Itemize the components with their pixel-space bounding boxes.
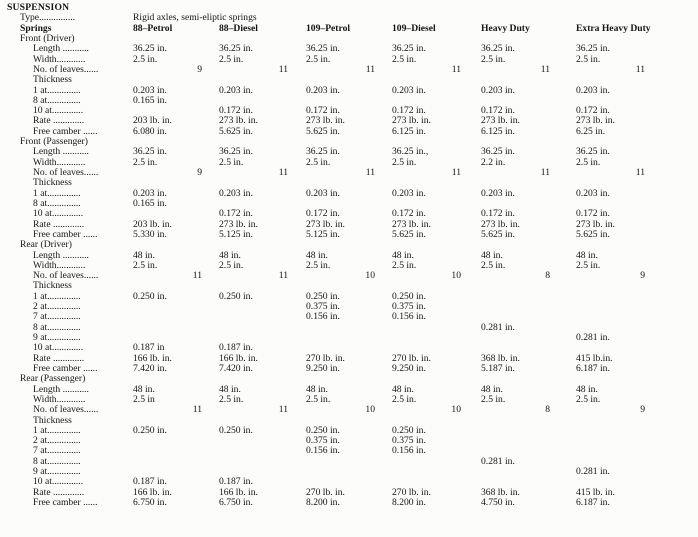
row-label: Free camber ...... xyxy=(33,497,98,508)
cell: 0.156 in. xyxy=(392,445,426,457)
cell: 36.25 in. xyxy=(481,146,515,158)
table-row xyxy=(0,240,698,250)
row-label: Width............ xyxy=(33,259,86,271)
cell: 0.172 in. xyxy=(392,208,426,220)
cell: 0.187 in. xyxy=(133,476,167,488)
cell: 0.203 in. xyxy=(306,84,340,96)
cell xyxy=(133,436,219,446)
cell: 0.250 in. xyxy=(306,424,340,436)
table-row xyxy=(0,55,698,65)
row-label: Front (Passenger) xyxy=(20,136,88,148)
table-row xyxy=(0,426,698,436)
column-header: 109–Petrol xyxy=(306,22,351,34)
cell xyxy=(576,426,698,436)
cell: 0.203 in. xyxy=(133,187,167,199)
table-row xyxy=(0,405,698,415)
cell: 2.5 in xyxy=(133,393,155,405)
cell: 273 lb. in. xyxy=(392,218,431,230)
cell: 0.203 in. xyxy=(392,84,426,96)
cell: 5.625 in. xyxy=(481,228,515,240)
row-label: No. of leaves...... xyxy=(33,270,99,282)
cell: 36.25 in., xyxy=(392,146,429,158)
cell: 5.625 in. xyxy=(219,125,253,137)
row-label: No. of leaves...... xyxy=(33,167,99,178)
cell xyxy=(133,312,219,322)
row-label: Thickness xyxy=(33,280,72,292)
row-label: 9 at.............. xyxy=(33,466,81,478)
cell: 9 xyxy=(640,404,645,416)
cell: 0.187 in. xyxy=(219,342,253,354)
cell: 0.203 in. xyxy=(306,187,340,199)
cell: 273 lb. in. xyxy=(481,218,520,230)
cell: 2.5 in. xyxy=(219,259,244,271)
cell: 2.5 in. xyxy=(392,156,417,168)
cell: 0.187 in. xyxy=(219,476,253,488)
cell: 36.25 in. xyxy=(219,43,253,55)
cell: 9 xyxy=(197,167,202,178)
cell: 5.187 in. xyxy=(481,362,515,374)
cell: 0.172 in. xyxy=(392,105,426,117)
cell: 0.172 in. xyxy=(481,105,515,117)
cell: 5.330 in. xyxy=(133,228,167,240)
cell: 0.165 in. xyxy=(133,197,167,209)
table-row xyxy=(0,168,698,178)
row-label: Length ........... xyxy=(33,146,89,158)
cell: 2.5 in. xyxy=(481,53,506,65)
cell: 2.5 in. xyxy=(576,156,601,168)
cell: 0.375 in. xyxy=(392,435,426,447)
cell xyxy=(481,416,576,426)
cell: 415 lb.in. xyxy=(576,352,613,364)
cell: 36.25 in. xyxy=(576,146,610,158)
cell xyxy=(219,312,306,322)
cell: 0.172 in. xyxy=(306,208,340,220)
cell: 48 in. xyxy=(133,383,155,395)
cell: 36.25 in. xyxy=(392,43,426,55)
cell: 11 xyxy=(365,63,375,75)
cell: 415 lb. in. xyxy=(576,486,615,498)
cell: 0.281 in. xyxy=(481,455,515,467)
cell: 273 lb. in. xyxy=(576,218,615,230)
table-row xyxy=(0,436,698,446)
table-row xyxy=(0,189,698,199)
cell: 4.750 in. xyxy=(481,497,515,508)
cell xyxy=(481,281,576,291)
cell xyxy=(576,292,698,302)
cell xyxy=(392,323,481,333)
row-label: 1 at.............. xyxy=(33,187,81,199)
cell: 0.203 in. xyxy=(481,84,515,96)
table-row xyxy=(0,127,698,137)
cell: 11 xyxy=(635,63,645,75)
table-row xyxy=(0,312,698,322)
row-label: 1 at.............. xyxy=(33,290,81,302)
row-label: Thickness xyxy=(33,74,72,86)
cell: 6.080 in. xyxy=(133,125,167,137)
cell: 0.203 in. xyxy=(219,187,253,199)
table-row xyxy=(0,364,698,374)
row-label: 8 at.............. xyxy=(33,197,81,209)
row-label: 10 at............. xyxy=(33,476,84,488)
cell: 0.203 in. xyxy=(576,187,610,199)
row-label: Front (Driver) xyxy=(20,32,75,44)
table-row xyxy=(0,158,698,168)
cell: 0.187 in xyxy=(133,342,165,354)
cell: 11 xyxy=(192,270,202,282)
cell xyxy=(133,446,219,456)
row-label: Width............ xyxy=(33,53,86,65)
cell xyxy=(481,333,576,343)
table-row xyxy=(0,65,698,75)
cell: 0.250 in. xyxy=(306,290,340,302)
cell: 0.281 in. xyxy=(576,466,610,478)
row-label: Free camber ...... xyxy=(33,228,98,240)
cell: 11 xyxy=(365,167,375,178)
cell: 0.281 in. xyxy=(576,332,610,343)
cell: 36.25 in. xyxy=(306,43,340,55)
cell: 0.156 in. xyxy=(306,445,340,457)
cell xyxy=(576,416,698,426)
cell: 7.420 in. xyxy=(219,362,253,374)
cell: 48 in. xyxy=(219,383,241,395)
cell: 270 lb. in. xyxy=(306,352,345,364)
table-row xyxy=(0,230,698,240)
cell: 0.172 in. xyxy=(481,208,515,220)
cell: 7.420 in. xyxy=(133,362,167,374)
cell xyxy=(392,467,481,477)
cell: 0.156 in. xyxy=(392,311,426,323)
cell: 11 xyxy=(540,63,550,75)
cell: 273 lb. in. xyxy=(219,218,258,230)
row-label: 9 at.............. xyxy=(33,332,81,343)
cell: 11 xyxy=(278,63,288,75)
row-label: 1 at.............. xyxy=(33,84,81,96)
cell: 0.250 in. xyxy=(392,424,426,436)
table-row xyxy=(0,467,698,477)
cell: 0.250 in. xyxy=(219,424,253,436)
cell: 36.25 in. xyxy=(481,43,515,55)
spec-table-rows xyxy=(0,34,698,508)
table-row xyxy=(0,281,698,291)
cell xyxy=(133,302,219,312)
cell: 0.375 in. xyxy=(306,435,340,447)
cell: 2.5 in. xyxy=(392,53,417,65)
cell: 5.625 in. xyxy=(576,228,610,240)
cell: 0.165 in. xyxy=(133,94,167,106)
row-label: 8 at.............. xyxy=(33,455,81,467)
cell: 2.5 in. xyxy=(306,393,331,405)
cell: 5.625 in. xyxy=(306,125,340,137)
row-label: Rate ............. xyxy=(33,486,85,498)
cell: 10 xyxy=(365,404,375,416)
cell: 0.281 in. xyxy=(481,321,515,333)
row-label: 1 at.............. xyxy=(33,424,81,436)
cell: 6.125 in. xyxy=(392,125,426,137)
row-label: 10 at............. xyxy=(33,342,84,354)
cell: 2.5 in. xyxy=(481,393,506,405)
cell: 0.250 in. xyxy=(133,424,167,436)
cell: 2.5 in. xyxy=(133,156,158,168)
row-label: Rear (Passenger) xyxy=(20,373,86,385)
row-label: Free camber ...... xyxy=(33,362,98,374)
cell: 6.125 in. xyxy=(481,125,515,137)
cell: 48 in. xyxy=(576,383,598,395)
cell: 273 lb. in. xyxy=(392,115,431,127)
cell: 0.156 in. xyxy=(306,311,340,323)
column-header: 109–Diesel xyxy=(392,22,436,34)
cell: 2.5 in. xyxy=(306,156,331,168)
cell: 166 lb. in. xyxy=(219,486,258,498)
table-row xyxy=(0,271,698,281)
cell: 0.172 in. xyxy=(576,105,610,117)
cell: 6.750 in. xyxy=(219,497,253,508)
row-label: 7 at.............. xyxy=(33,445,81,457)
cell: 48 in. xyxy=(306,383,328,395)
cell: 11 xyxy=(192,404,202,416)
cell: 273 lb. in. xyxy=(306,115,345,127)
cell xyxy=(481,467,576,477)
cell: 36.25 in. xyxy=(133,146,167,158)
cell: 48 in. xyxy=(306,249,328,261)
column-header: Heavy Duty xyxy=(481,22,530,34)
cell: 0.250 in. xyxy=(219,290,253,302)
cell: 11 xyxy=(540,167,550,178)
cell: 2.5 in. xyxy=(392,259,417,271)
row-label: Rate ............. xyxy=(33,352,85,364)
row-label: Free camber ...... xyxy=(33,125,98,137)
row-label: 8 at.............. xyxy=(33,321,81,333)
cell: 273 lb. in. xyxy=(219,115,258,127)
cell: 0.203 in. xyxy=(219,84,253,96)
row-label: 8 at.............. xyxy=(33,94,81,106)
cell xyxy=(576,302,698,312)
cell: 2.5 in. xyxy=(133,53,158,65)
column-header: Extra Heavy Duty xyxy=(576,22,651,34)
cell: 6.25 in. xyxy=(576,125,606,137)
cell: 6.187 in. xyxy=(576,362,610,374)
row-label: 2 at.............. xyxy=(33,301,81,313)
cell: 11 xyxy=(635,167,645,178)
row-label: Length ........... xyxy=(33,43,89,55)
cell: 0.172 in. xyxy=(576,208,610,220)
row-label: No. of leaves...... xyxy=(33,63,99,75)
cell xyxy=(219,446,306,456)
cell: 166 lb. in. xyxy=(133,486,172,498)
column-header: 88–Petrol xyxy=(133,22,173,34)
cell: 2.5 in. xyxy=(576,259,601,271)
cell xyxy=(481,426,576,436)
cell: 48 in. xyxy=(481,383,503,395)
cell: 2.5 in. xyxy=(306,259,331,271)
cell: 0.172 in. xyxy=(306,105,340,117)
table-header-row xyxy=(0,24,698,34)
cell: 2.5 in. xyxy=(133,259,158,271)
cell: 0.203 in. xyxy=(481,187,515,199)
cell: 2.5 in. xyxy=(576,393,601,405)
cell: 2.5 in. xyxy=(481,259,506,271)
cell: 36.25 in. xyxy=(306,146,340,158)
column-header: 88–Diesel xyxy=(219,22,258,34)
type-value: Rigid axles, semi-eliptic springs xyxy=(133,12,257,24)
table-row xyxy=(0,302,698,312)
row-label: Width............ xyxy=(33,393,86,405)
cell: 273 lb. in. xyxy=(481,115,520,127)
cell xyxy=(219,323,306,333)
cell: 9.250 in. xyxy=(306,362,340,374)
row-label: Width............ xyxy=(33,156,86,168)
cell xyxy=(219,436,306,446)
row-label: Thickness xyxy=(33,177,72,189)
row-label: Rate ............. xyxy=(33,218,85,230)
page-title: SUSPENSION xyxy=(7,2,70,13)
cell xyxy=(306,333,392,343)
cell: 0.203 in. xyxy=(133,84,167,96)
cell: 48 in. xyxy=(392,249,414,261)
table-row xyxy=(0,75,698,85)
row-label: 7 at.............. xyxy=(33,311,81,323)
cell: 0.203 in. xyxy=(392,187,426,199)
cell: 2.5 in. xyxy=(576,53,601,65)
row-label: 10 at............. xyxy=(33,105,84,117)
type-label: Type............... xyxy=(20,12,76,24)
cell xyxy=(392,457,481,467)
cell: 270 lb. in. xyxy=(392,352,431,364)
cell: 48 in. xyxy=(133,249,155,261)
row-label: Rate ............. xyxy=(33,115,85,127)
cell: 11 xyxy=(451,167,461,178)
cell: 5.125 in. xyxy=(306,228,340,240)
cell: 2.5 in. xyxy=(219,156,244,168)
cell: 8.200 in. xyxy=(392,497,426,508)
cell: 48 in. xyxy=(576,249,598,261)
cell: 368 lb. in. xyxy=(481,352,520,364)
cell xyxy=(576,281,698,291)
cell xyxy=(576,446,698,456)
cell: 2.5 in. xyxy=(392,393,417,405)
cell xyxy=(219,457,306,467)
cell: 166 lb. in. xyxy=(133,352,172,364)
cell xyxy=(306,457,392,467)
cell: 0.375 in. xyxy=(392,301,426,313)
cell: 2.5 in. xyxy=(219,393,244,405)
cell: 11 xyxy=(278,270,288,282)
cell: 5.625 in. xyxy=(392,228,426,240)
cell xyxy=(392,333,481,343)
cell: 48 in. xyxy=(392,383,414,395)
cell: 48 in. xyxy=(219,249,241,261)
cell: 5.125 in. xyxy=(219,228,253,240)
cell: 36.25 in. xyxy=(576,43,610,55)
cell: 10 xyxy=(451,270,461,282)
cell xyxy=(219,302,306,312)
cell: 270 lb. in. xyxy=(306,486,345,498)
cell: 10 xyxy=(451,404,461,416)
cell: 9.250 in. xyxy=(392,362,426,374)
table-row xyxy=(0,395,698,405)
table-row xyxy=(0,261,698,271)
cell: 203 lb. in. xyxy=(133,115,172,127)
cell: 9 xyxy=(197,63,202,75)
row-label: 10 at............. xyxy=(33,208,84,220)
cell: 2.5 in. xyxy=(219,53,244,65)
cell xyxy=(481,436,576,446)
springs-label: Springs xyxy=(20,22,52,34)
cell: 8 xyxy=(545,404,550,416)
cell xyxy=(576,312,698,322)
row-label: No. of leaves...... xyxy=(33,404,99,416)
cell: 6.750 in. xyxy=(133,497,167,508)
cell: 10 xyxy=(365,270,375,282)
cell: 2.5 in. xyxy=(306,53,331,65)
cell: 0.172 in. xyxy=(219,105,253,117)
cell: 11 xyxy=(451,63,461,75)
table-row xyxy=(0,416,698,426)
cell xyxy=(133,457,219,467)
cell: 0.250 in. xyxy=(392,290,426,302)
cell xyxy=(306,467,392,477)
cell: 0.375 in. xyxy=(306,301,340,313)
table-row xyxy=(0,333,698,343)
cell: 0.250 in. xyxy=(133,290,167,302)
cell: 8 xyxy=(545,270,550,282)
row-label: Thickness xyxy=(33,414,72,426)
table-row xyxy=(0,446,698,456)
row-label: Length ........... xyxy=(33,249,89,261)
cell xyxy=(576,436,698,446)
cell: 273 lb. in. xyxy=(576,115,615,127)
cell: 2.2 in. xyxy=(481,156,506,168)
table-row xyxy=(0,292,698,302)
cell: 11 xyxy=(278,404,288,416)
cell: 368 lb. in. xyxy=(481,486,520,498)
cell xyxy=(306,323,392,333)
title-row xyxy=(0,3,698,13)
cell: 9 xyxy=(640,270,645,282)
cell: 273 lb. in. xyxy=(306,218,345,230)
cell: 11 xyxy=(278,167,288,178)
cell: 203 lb. in. xyxy=(133,218,172,230)
cell: 6.187 in. xyxy=(576,497,610,508)
cell xyxy=(481,292,576,302)
cell xyxy=(133,323,219,333)
cell: 36.25 in. xyxy=(133,43,167,55)
table-row xyxy=(0,498,698,508)
cell: 166 lb. in. xyxy=(219,352,258,364)
row-label: Length ........... xyxy=(33,383,89,395)
cell: 0.203 in. xyxy=(576,84,610,96)
row-label: 2 at.............. xyxy=(33,435,81,447)
cell: 0.172 in. xyxy=(219,208,253,220)
row-label: Rear (Driver) xyxy=(20,239,72,251)
table-row xyxy=(0,86,698,96)
cell: 270 lb. in. xyxy=(392,486,431,498)
cell: 48 in. xyxy=(481,249,503,261)
cell: 8.200 in. xyxy=(306,497,340,508)
cell: 36.25 in. xyxy=(219,146,253,158)
cell xyxy=(481,302,576,312)
